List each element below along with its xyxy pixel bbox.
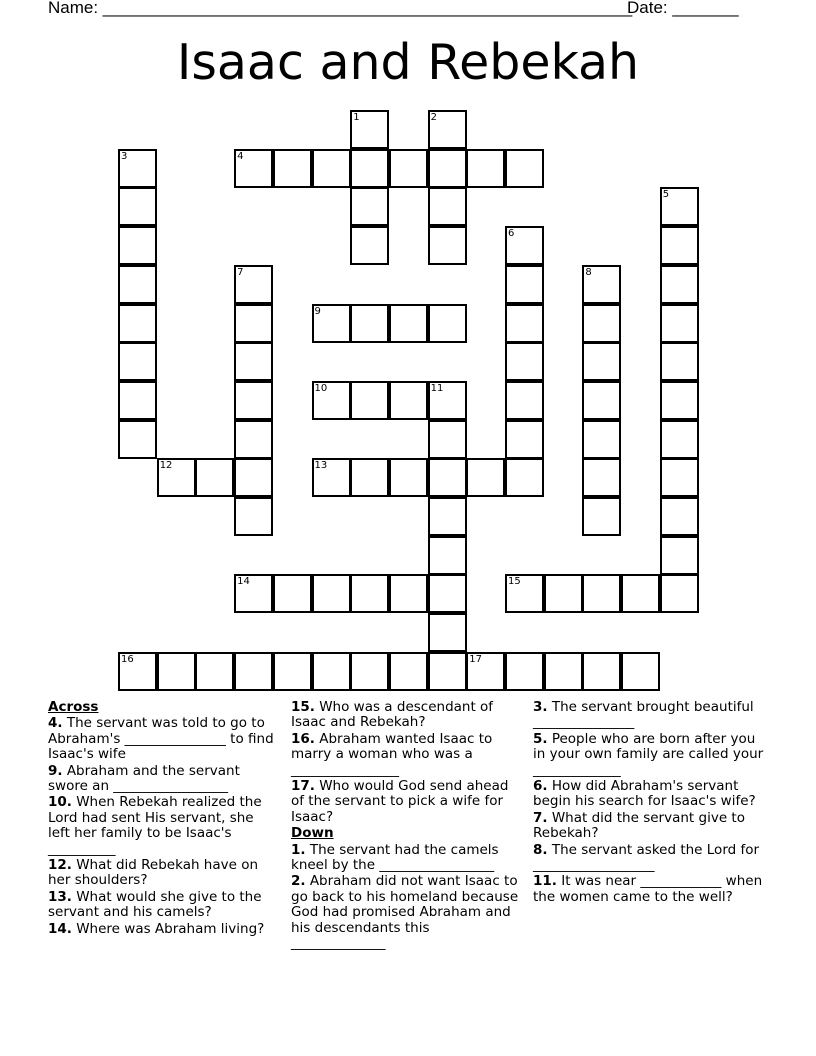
name-field[interactable]: Name: ________________________________________________________ [48, 0, 633, 17]
clue-item [48, 890, 276, 921]
clue-number: 2. [291, 873, 306, 890]
clue-number-16: 16 [121, 653, 134, 665]
crossword-cell[interactable] [428, 304, 467, 343]
clue-text: What did the servant give to Rebekah? [533, 809, 745, 842]
crossword-cell[interactable] [428, 420, 467, 459]
crossword-cell[interactable] [660, 265, 699, 304]
crossword-cell[interactable] [505, 226, 544, 265]
crossword-cell[interactable] [234, 149, 273, 188]
clue-number: 3. [533, 699, 548, 715]
clue-number: 8. [533, 841, 548, 858]
crossword-cell[interactable] [118, 187, 157, 226]
clue-number-5: 5 [662, 189, 670, 201]
clue-text: Abraham and the servant swore an _________________ [48, 762, 240, 795]
clue-number: 17. [291, 778, 315, 795]
clue-text: How did Abraham's servant begin his search for Isaac's wife? [533, 778, 756, 810]
crossword-cell[interactable] [312, 458, 351, 497]
crossword-cell[interactable] [544, 574, 583, 613]
crossword-cell[interactable] [273, 574, 312, 613]
crossword-cell[interactable] [350, 652, 389, 691]
clue-text: Who would God send ahead of the servant to pick a wife for Isaac? [291, 778, 509, 825]
clue-number-9: 9 [314, 305, 321, 317]
clue-text: When Rebekah realized the Lord had sent His servant, she left her family to be Isaac's __________ [48, 794, 262, 857]
crossword-cell[interactable] [428, 458, 467, 497]
across-heading: Across [48, 699, 99, 715]
crossword-cell[interactable] [350, 574, 389, 613]
page-title: Isaac and Rebekah [176, 34, 640, 91]
crossword-cell[interactable] [428, 652, 467, 691]
clue-item [533, 779, 768, 810]
crossword-cell[interactable] [660, 574, 699, 613]
clue-number: 15. [291, 699, 315, 715]
clue-number-14: 14 [237, 576, 250, 588]
crossword-cell[interactable] [428, 536, 467, 575]
clue-item [48, 716, 276, 762]
clue-number-7: 7 [237, 266, 244, 278]
clue-number: 14. [48, 920, 72, 937]
crossword-cell[interactable] [505, 420, 544, 459]
crossword-cell[interactable] [234, 420, 273, 459]
crossword-cell[interactable] [428, 574, 467, 613]
crossword-cell[interactable] [118, 652, 157, 691]
crossword-cell[interactable] [350, 110, 389, 149]
crossword-cell[interactable] [582, 458, 621, 497]
crossword-cell[interactable] [466, 149, 505, 188]
crossword-cell[interactable] [118, 420, 157, 459]
clue-number: 6. [533, 778, 548, 795]
clue-number-2: 2 [430, 112, 437, 123]
clue-text: What would she give to the servant and his camels? [48, 888, 262, 921]
crossword-cell[interactable] [505, 304, 544, 343]
crossword-cell[interactable] [118, 304, 157, 343]
clue-item [48, 795, 276, 857]
crossword-cell[interactable] [582, 574, 621, 613]
crossword-cell[interactable] [505, 381, 544, 420]
clue-item [533, 874, 768, 905]
crossword-cell[interactable] [621, 652, 660, 691]
clue-number-1: 1 [353, 112, 360, 123]
clue-text: The servant had the camels kneel by the _________________ [291, 841, 499, 874]
clue-item [48, 858, 276, 889]
clue-text: The servant asked the Lord for __________________ [533, 841, 760, 874]
crossword-cell[interactable] [350, 226, 389, 265]
clues-column-1 [48, 700, 276, 938]
crossword-cell[interactable] [118, 265, 157, 304]
crossword-cell[interactable] [621, 574, 660, 613]
clue-item [291, 700, 523, 731]
crossword-cell[interactable] [350, 187, 389, 226]
crossword-cell[interactable] [312, 149, 351, 188]
crossword-cell[interactable] [234, 265, 273, 304]
crossword-cell[interactable] [118, 226, 157, 265]
crossword-cell[interactable] [660, 458, 699, 497]
crossword-cell[interactable] [660, 497, 699, 536]
crossword-cell[interactable] [505, 652, 544, 691]
crossword-cell[interactable] [118, 342, 157, 381]
clue-item [533, 700, 768, 731]
crossword-cell[interactable] [660, 304, 699, 343]
clue-number-3: 3 [121, 150, 128, 162]
clue-number: 12. [48, 857, 72, 874]
crossword-cell[interactable] [195, 458, 234, 497]
clue-number-8: 8 [585, 266, 592, 278]
crossword-cell[interactable] [118, 381, 157, 420]
clue-number-15: 15 [508, 576, 521, 588]
clue-item [291, 843, 523, 874]
clue-number: 4. [48, 715, 63, 732]
crossword-cell[interactable] [582, 497, 621, 536]
crossword-cell[interactable] [582, 342, 621, 381]
crossword-cell[interactable] [505, 458, 544, 497]
crossword-cell[interactable] [428, 226, 467, 265]
clue-number: 7. [533, 809, 548, 826]
clue-number-13: 13 [314, 460, 328, 472]
crossword-cell[interactable] [312, 652, 351, 691]
crossword-cell[interactable] [389, 652, 428, 691]
crossword-cell[interactable] [234, 458, 273, 497]
crossword-cell[interactable] [428, 187, 467, 226]
crossword-cell[interactable] [350, 381, 389, 420]
crossword-cell[interactable] [234, 304, 273, 343]
clue-item [291, 779, 523, 825]
clue-text: What did Rebekah have on her shoulders? [48, 857, 259, 889]
crossword-cell[interactable] [389, 381, 428, 420]
crossword-cell[interactable] [466, 458, 505, 497]
crossword-cell[interactable] [312, 574, 351, 613]
crossword-cell[interactable] [157, 458, 196, 497]
crossword-cell[interactable] [389, 458, 428, 497]
clue-number: 11. [533, 873, 557, 890]
crossword-cell[interactable] [428, 497, 467, 536]
clue-item [291, 874, 523, 951]
clue-text: It was near ____________ when the women came to the well? [533, 873, 763, 905]
clue-item [533, 732, 768, 778]
crossword-cell[interactable] [234, 574, 273, 613]
crossword-cell[interactable] [505, 149, 544, 188]
crossword-cell[interactable] [389, 149, 428, 188]
clue-item [48, 922, 276, 937]
crossword-cell[interactable] [544, 652, 583, 691]
crossword-cell[interactable] [660, 536, 699, 575]
crossword-cell[interactable] [660, 187, 699, 226]
crossword-cell[interactable] [582, 381, 621, 420]
clue-item [533, 843, 768, 874]
clue-number-11: 11 [430, 382, 444, 394]
clue-text: Where was Abraham living? [71, 920, 265, 937]
clue-number: 1. [291, 841, 306, 858]
clue-text: The servant was told to go to Abraham's _______________ to find Isaac's wife [48, 715, 274, 763]
crossword-cell[interactable] [660, 226, 699, 265]
crossword-cell[interactable] [350, 149, 389, 188]
crossword-cell[interactable] [582, 265, 621, 304]
crossword-cell[interactable] [466, 652, 505, 691]
crossword-cell[interactable] [234, 381, 273, 420]
clue-text: Who was a descendant of Isaac and Rebekah? [291, 699, 494, 731]
crossword-cell[interactable] [234, 652, 273, 691]
clue-number-12: 12 [159, 460, 173, 472]
crossword-cell[interactable] [350, 304, 389, 343]
clue-number: 13. [48, 888, 72, 905]
clues-column-2 [291, 700, 523, 953]
crossword-cell[interactable] [660, 420, 699, 459]
crossword-cell[interactable] [582, 304, 621, 343]
clue-number-6: 6 [508, 228, 515, 240]
clue-number: 9. [48, 762, 63, 779]
crossword-cell[interactable] [234, 497, 273, 536]
clue-text: The servant brought beautiful _______________ [533, 699, 754, 731]
date-field[interactable]: Date: _______ [627, 0, 739, 17]
clue-number-17: 17 [469, 653, 483, 665]
crossword-cell[interactable] [428, 110, 467, 149]
clue-number: 10. [48, 794, 72, 811]
crossword-cell[interactable] [389, 574, 428, 613]
clue-item [533, 811, 768, 842]
crossword-cell[interactable] [660, 342, 699, 381]
clue-item [48, 764, 276, 795]
crossword-cell[interactable] [234, 342, 273, 381]
clue-number-4: 4 [237, 150, 244, 162]
clue-number: 16. [291, 730, 315, 747]
crossword-cell[interactable] [273, 149, 312, 188]
crossword-cell[interactable] [505, 342, 544, 381]
crossword-cell[interactable] [195, 652, 234, 691]
crossword-cell[interactable] [582, 652, 621, 691]
down-heading: Down [291, 825, 334, 842]
crossword-cell[interactable] [312, 304, 351, 343]
crossword-cell[interactable] [660, 381, 699, 420]
clues-column-3 [533, 700, 768, 906]
crossword-cell[interactable] [350, 458, 389, 497]
clue-text: Abraham did not want Isaac to go back to his homeland because God had promised Abraham and his descendants this ______________ [291, 873, 519, 952]
clue-number: 5. [533, 730, 548, 747]
crossword-cell[interactable] [273, 652, 312, 691]
crossword-cell[interactable] [157, 652, 196, 691]
clue-item [291, 732, 523, 778]
crossword-cell[interactable] [505, 574, 544, 613]
clue-text: Abraham wanted Isaac to marry a woman who was a ________________ [291, 730, 493, 778]
crossword-cell[interactable] [428, 149, 467, 188]
crossword-cell[interactable] [428, 613, 467, 652]
crossword-cell[interactable] [505, 265, 544, 304]
crossword-cell[interactable] [428, 381, 467, 420]
clue-text: People who are born after you in your own family are called your _____________ [533, 730, 764, 778]
crossword-cell[interactable] [118, 149, 157, 188]
crossword-cell[interactable] [582, 420, 621, 459]
crossword-cell[interactable] [312, 381, 351, 420]
clue-number-10: 10 [314, 382, 328, 394]
crossword-cell[interactable] [389, 304, 428, 343]
